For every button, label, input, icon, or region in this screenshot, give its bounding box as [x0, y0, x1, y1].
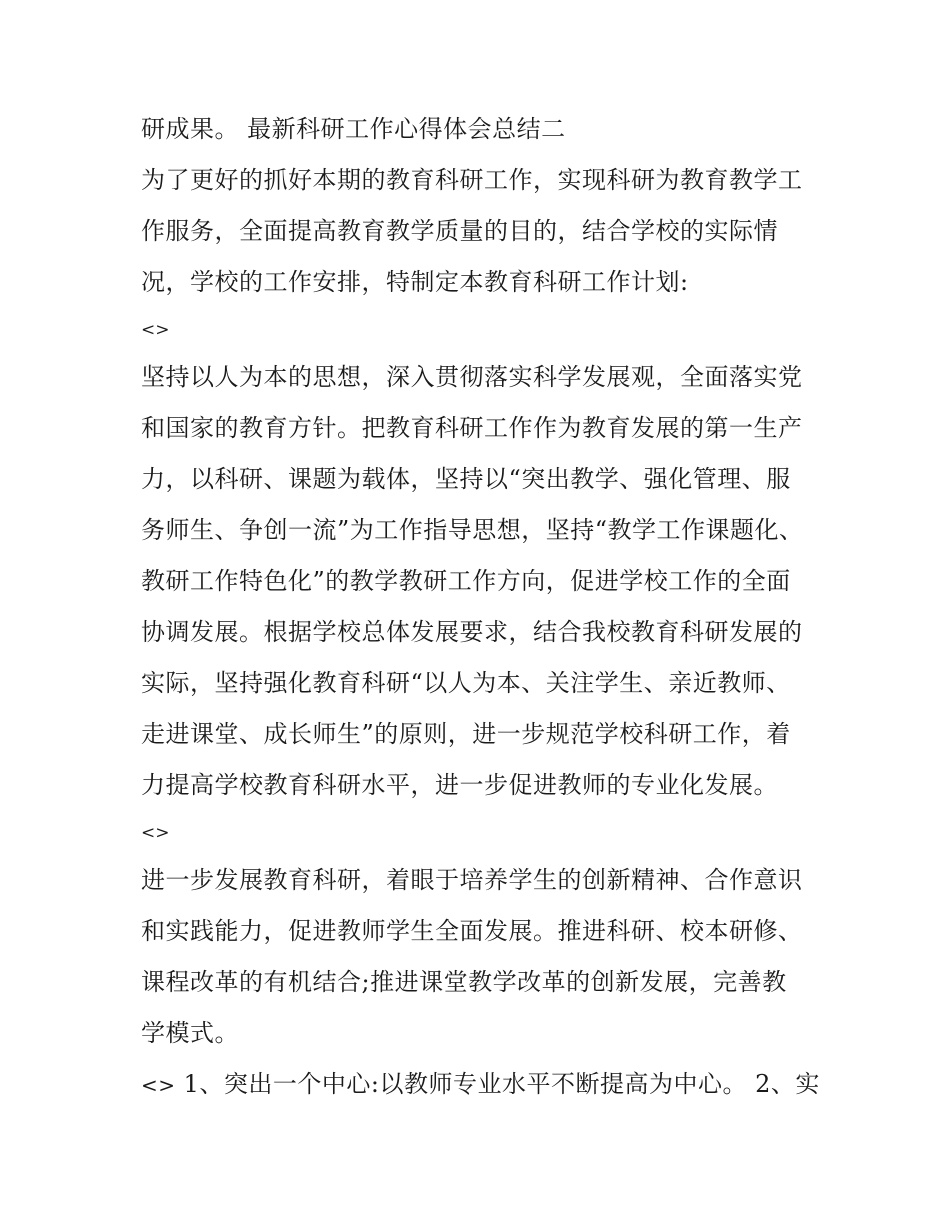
- section-marker: <>: [141, 320, 170, 340]
- text-line: 课程改革的有机结合;推进课堂教学改革的创新发展，完善教: [141, 968, 787, 996]
- text-line: 走进课堂、成长师生”的原则，进一步规范学校科研工作，着: [141, 720, 791, 748]
- text-line: 研成果。 最新科研工作心得体会总结二: [141, 115, 566, 143]
- text-line: 实际，坚持强化教育科研“以人为本、关注学生、亲近教师、: [141, 669, 791, 697]
- text-line: 教研工作特色化”的教学教研工作方向，促进学校工作的全面: [141, 567, 791, 595]
- text-line: 务师生、争创一流”为工作指导思想，坚持“教学工作课题化、: [141, 516, 804, 544]
- document-page: [141, 104, 821, 1110]
- text-line: 为了更好的抓好本期的教育科研工作，实现科研为教育教学工: [141, 166, 803, 194]
- text-line: 和国家的教育方针。把教育科研工作作为教育发展的第一生产: [141, 414, 803, 442]
- text-line: [141, 1059, 821, 1110]
- text-line: 学模式。: [141, 1019, 239, 1047]
- text-line: 进一步发展教育科研，着眼于培养学生的创新精神、合作意识: [141, 866, 803, 894]
- text-line: 况，学校的工作安排，特制定本教育科研工作计划:: [141, 268, 689, 296]
- text-line: 作服务，全面提高教育教学质量的目的，结合学校的实际情: [141, 217, 778, 245]
- text-line: 协调发展。根据学校总体发展要求，结合我校教育科研发展的: [141, 618, 803, 646]
- text-line-content: 1、突出一个中心:以教师专业水平不断提高为中心。 2、实: [183, 1070, 820, 1098]
- section-marker: <>: [141, 823, 170, 843]
- section-marker: <>: [141, 1073, 176, 1097]
- text-line: 坚持以人为本的思想，深入贯彻落实科学发展观，全面落实党: [141, 363, 803, 391]
- text-line: 力提高学校教育科研水平，进一步促进教师的专业化发展。: [141, 771, 778, 799]
- text-line: 力，以科研、课题为载体，坚持以“突出教学、强化管理、服: [141, 465, 791, 493]
- text-line: 和实践能力，促进教师学生全面发展。推进科研、校本研修、: [141, 917, 803, 945]
